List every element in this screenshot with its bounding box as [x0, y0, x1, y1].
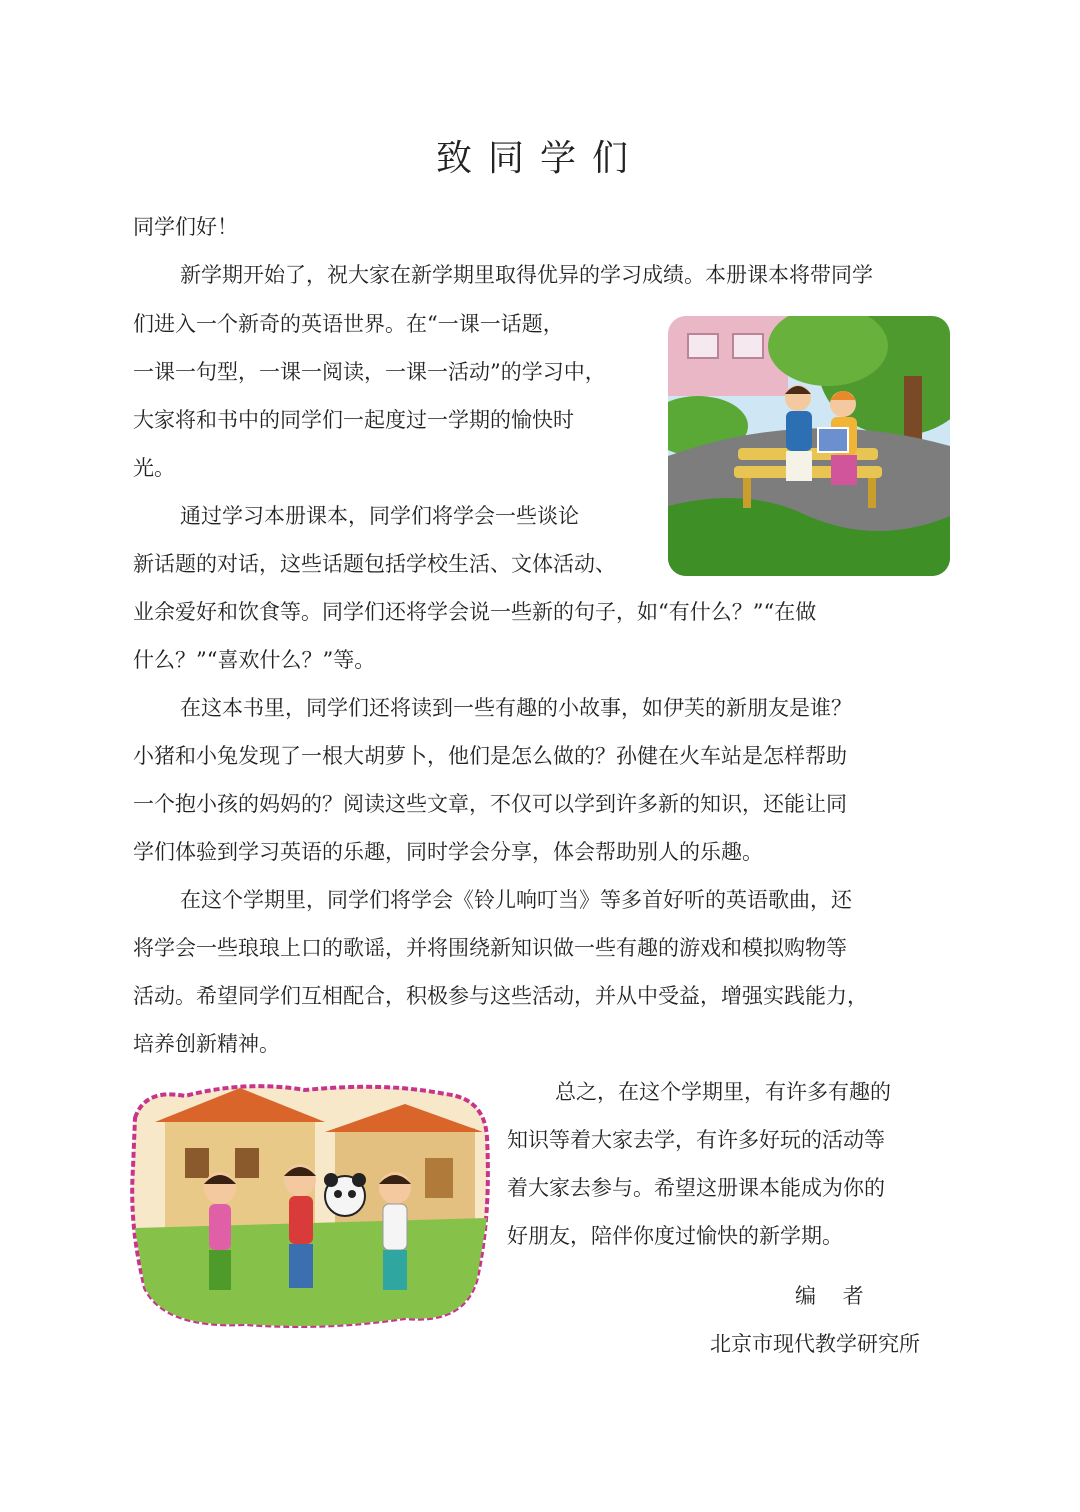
- paragraph-1-line: 光。: [133, 456, 175, 480]
- paragraph-2-line: 通过学习本册课本，同学们将学会一些谈论: [180, 504, 579, 528]
- paragraph-4-line: 在这个学期里，同学们将学会《铃儿响叮当》等多首好听的英语歌曲，还: [180, 888, 852, 912]
- signature-institute: 北京市现代教学研究所: [710, 1332, 920, 1356]
- paragraph-2-line: 新话题的对话，这些话题包括学校生活、文体活动、: [133, 552, 616, 576]
- paragraph-1-line: 大家将和书中的同学们一起度过一学期的愉快时: [133, 408, 574, 432]
- paragraph-3-line: 小猪和小兔发现了一根大胡萝卜，他们是怎么做的？孙健在火车站是怎样帮助: [133, 744, 847, 768]
- paragraph-5-line: 着大家去参与。希望这册课本能成为你的: [507, 1176, 885, 1200]
- paragraph-4-line: 培养创新精神。: [133, 1032, 280, 1056]
- page-title: 致同学们: [435, 138, 644, 179]
- paragraph-3-line: 一个抱小孩的妈妈的？阅读这些文章，不仅可以学到许多新的知识，还能让同: [133, 792, 847, 816]
- paragraph-4-line: 活动。希望同学们互相配合，积极参与这些活动，并从中受益，增强实践能力，: [133, 984, 868, 1008]
- paragraph-1-line: 新学期开始了，祝大家在新学期里取得优异的学习成绩。本册课本将带同学: [180, 263, 873, 287]
- paragraph-3-line: 在这本书里，同学们还将读到一些有趣的小故事，如伊芙的新朋友是谁？: [180, 696, 852, 720]
- park-bench-illustration: [668, 316, 950, 576]
- paragraph-5-line: 好朋友，陪伴你度过愉快的新学期。: [507, 1224, 843, 1248]
- paragraph-3-line: 学们体验到学习英语的乐趣，同时学会分享，体会帮助别人的乐趣。: [133, 840, 763, 864]
- signature-editor: 编 者: [795, 1284, 874, 1308]
- paragraph-2-line: 什么？”“喜欢什么？”等。: [133, 648, 376, 672]
- paragraph-4-line: 将学会一些琅琅上口的歌谣，并将围绕新知识做一些有趣的游戏和模拟购物等: [133, 936, 847, 960]
- paragraph-5-line: 知识等着大家去学，有许多好玩的活动等: [507, 1128, 885, 1152]
- paragraph-2-line: 业余爱好和饮食等。同学们还将学会说一些新的句子，如“有什么？”“在做: [133, 600, 817, 624]
- greeting: 同学们好！: [133, 215, 238, 239]
- paragraph-1-line: 们进入一个新奇的英语世界。在“一课一话题，: [133, 312, 564, 336]
- paragraph-1-line: 一课一句型，一课一阅读，一课一活动”的学习中，: [133, 360, 606, 384]
- children-panda-illustration: [125, 1078, 493, 1330]
- paragraph-5-line: 总之，在这个学期里，有许多有趣的: [555, 1080, 891, 1104]
